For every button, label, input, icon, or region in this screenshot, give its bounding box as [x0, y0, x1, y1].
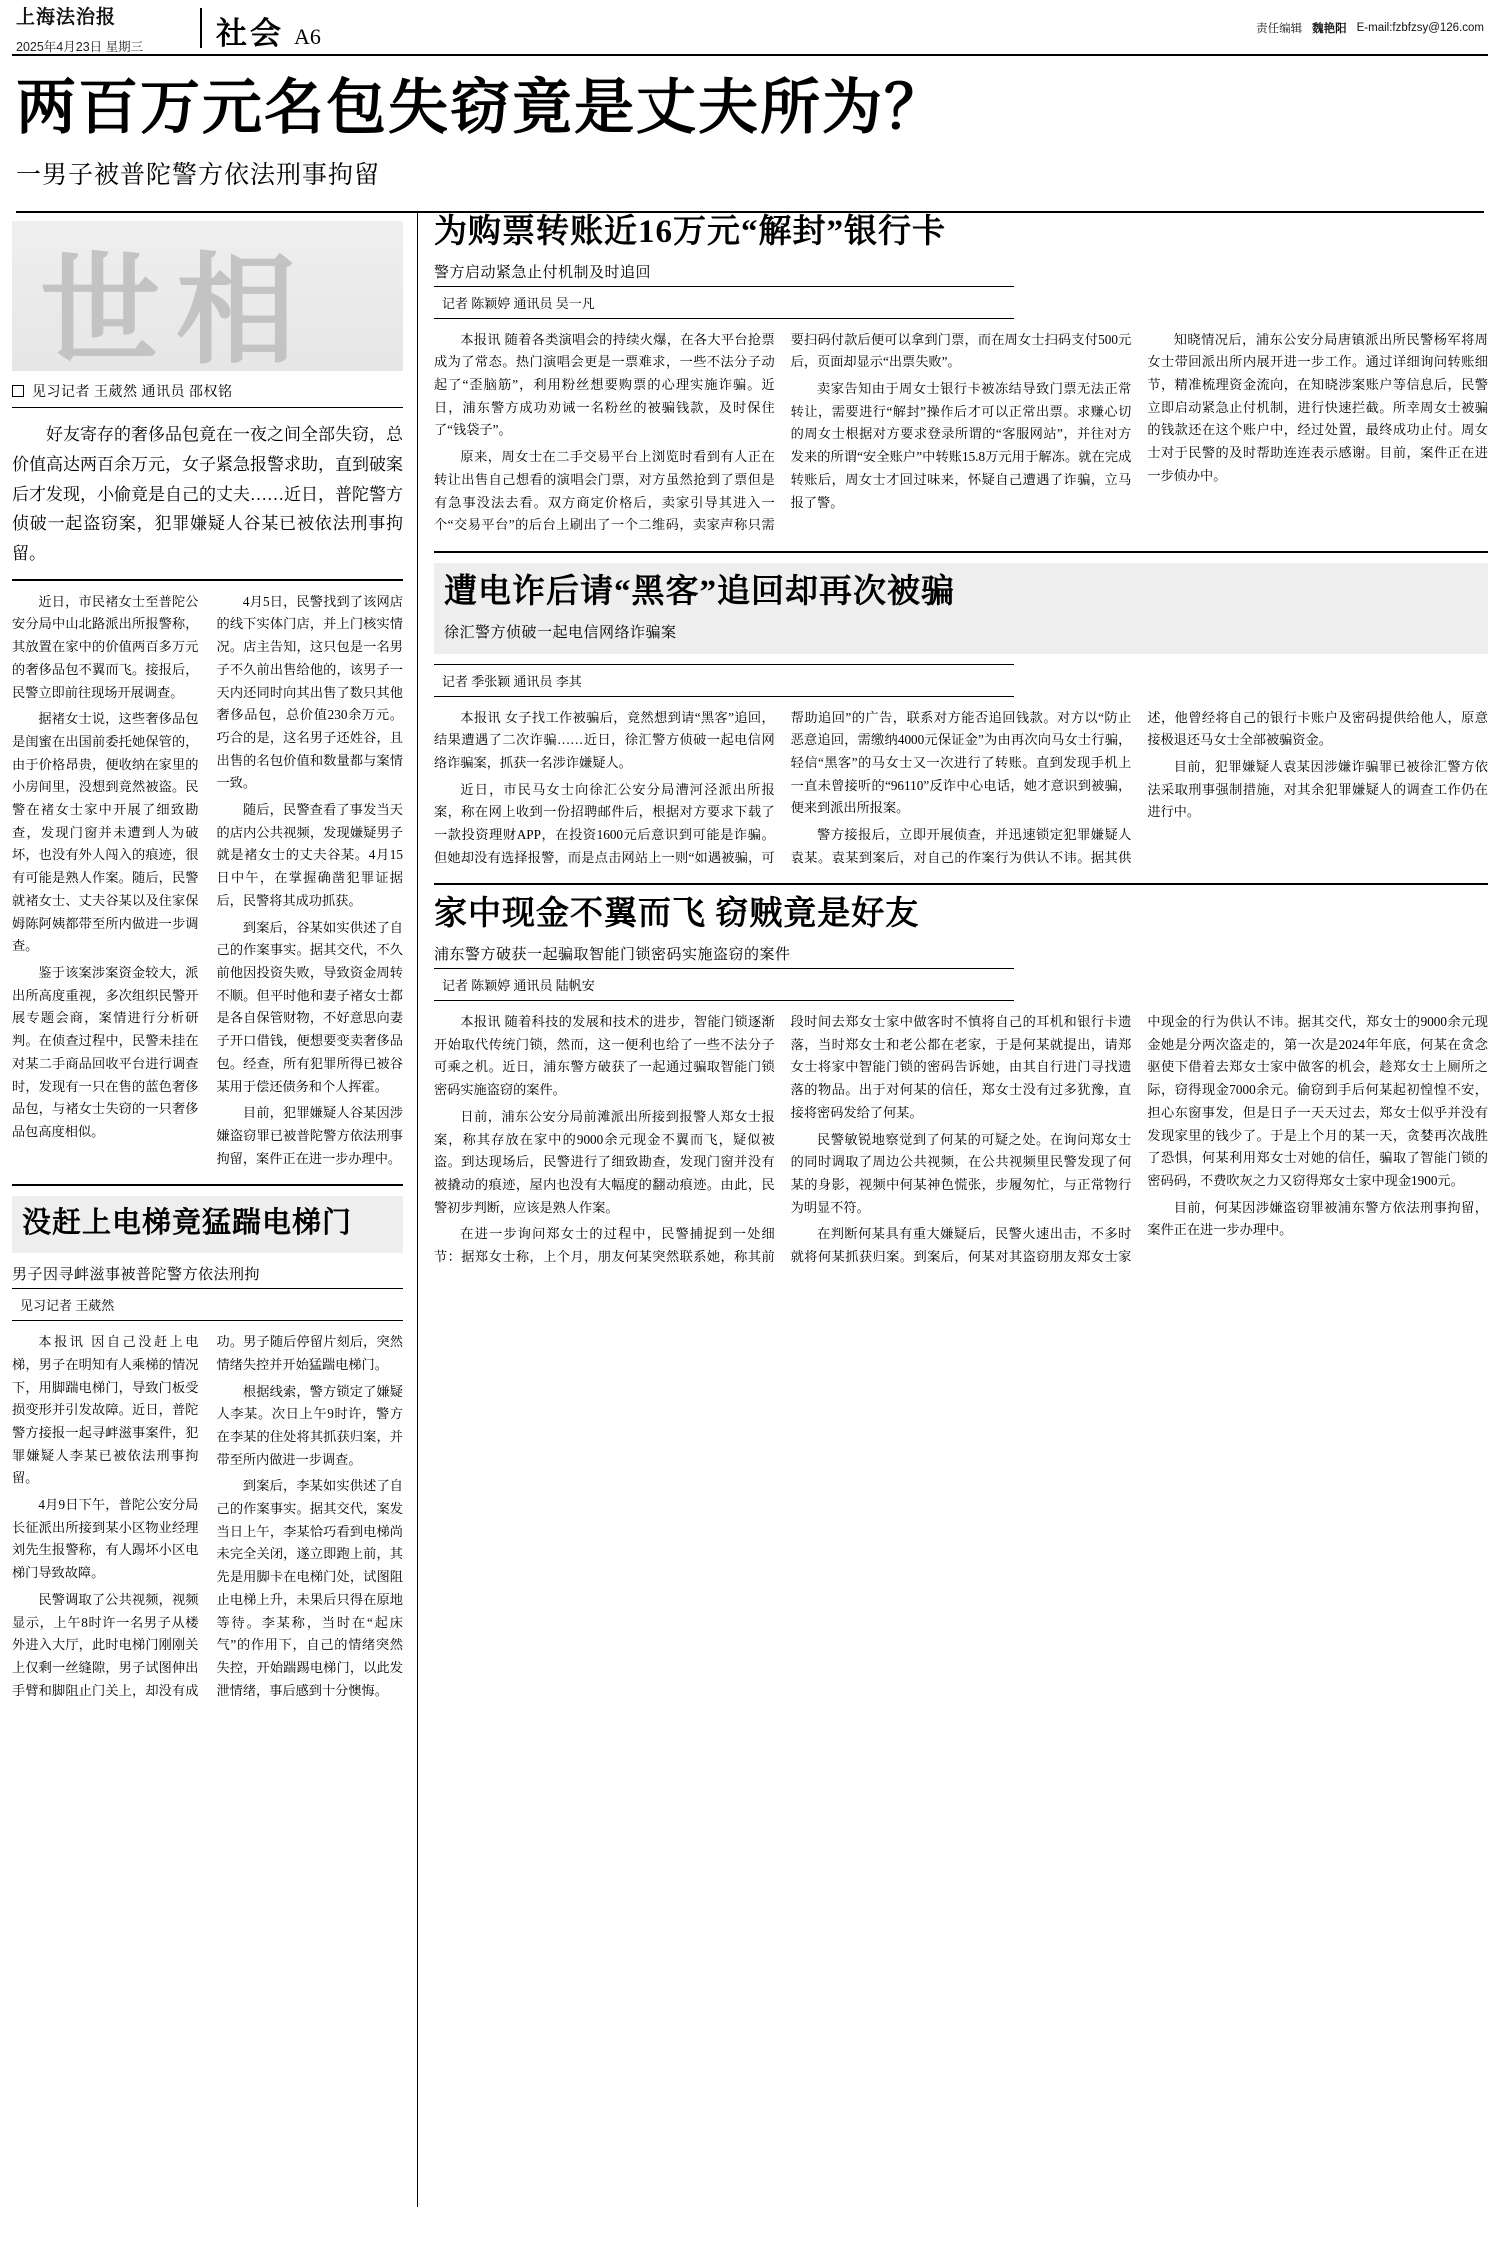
section-header	[216, 8, 321, 53]
paragraph: 据褚女士说，这些奢侈品包是闺蜜在出国前委托她保管的，由于价格昂贵，便收纳在家里的小房间里，没想到竟然被盗。民警在褚女士家中开展了细致勘查，发现门窗并未遭到人为破坏，也没有外人闯入的痕迹，很有可能是熟人作案。随后，民警就褚女士、丈夫谷某以及住家保姆陈阿姨都带至所内做进一步调查。	[12, 711, 199, 954]
story-elevator-byline-text: 见习记者 王葳然	[20, 1298, 115, 1314]
newspaper-logo: 上海法治报	[16, 7, 117, 28]
masthead-divider	[200, 8, 202, 48]
story-hacker-body	[434, 707, 1488, 870]
masthead-editor-info	[1256, 20, 1484, 36]
paragraph: 在进一步询问郑女士的过程中，民警捕捉到一处细节：据郑女士称，上个月，朋友何某突然联系她，称其前段时间去郑女士家中做客时不慎将自己的耳机和银行卡遗落，当时郑女士和老公都在老家，于是何某就提出，请郑女士将家中智能门锁的密码告诉她，由其自行进门寻找遗落的物品。出于对何某的信任，郑女士没有过多犹豫，直接将密码发给了何某。	[434, 1014, 1132, 1265]
paragraph: 到案后，谷某如实供述了自己的作案事实。据其交代，不久前他因投资失败，导致资金周转不顺。但平时他和妻子褚女士都是各自保管财物，不好意思向妻子开口借钱，便想要变卖奢侈品包。经查，所有犯罪所得已被谷某用于偿还债务和个人挥霍。	[216, 919, 403, 1094]
paragraph: 民警调取了公共视频，视频显示，上午8时许一名男子从楼外进入大厅，此时电梯门刚刚关上仅剩一丝缝隙，男子试图伸出手臂和脚阻止门关上，却没有成功。男子随后停留片刻后，突然情绪失控并开始猛踹电梯门。	[12, 1334, 403, 1698]
story-hacker-sub: 徐汇警方侦破一起电信网络诈骗案	[444, 624, 677, 641]
lead-body-columns	[12, 591, 403, 1171]
story-cash-title: 家中现金不翼而飞 窃贼竟是好友	[434, 896, 920, 933]
story-bank-title: 为购票转账近16万元“解封”银行卡	[434, 214, 946, 250]
story-bank	[434, 213, 1488, 537]
calligraphy-art: 世相	[40, 245, 312, 371]
story-bank-byline	[434, 286, 1014, 319]
paragraph: 警方接报后，立即开展侦查，并迅速锁定犯罪嫌疑人袁某。袁某到案后，对自己的作案行为供认不讳。据其供述，他曾经将自己的银行卡账户及密码提供给他人，原意接极退还马女士全部被骗资金。	[790, 709, 1488, 865]
paragraph: 原来，周女士在二手交易平台上浏览时看到有人正在转让出售自己想看的演唱会门票，对方虽然抢到了票但是有急事没法去看。双方商定价格后，卖家引导其进入一个“交易平台”的后台上刷出了一个二维码，卖家声称只需要扫码付款后便可以拿到门票，而在周女士扫码支付500元后，页面却显示“出票失败”。	[434, 331, 1132, 533]
story-hacker	[434, 551, 1488, 870]
lead-paragraph: 好友寄存的奢侈品包竟在一夜之间全部失窃，总价值高达两百余万元，女子紧急报警求助，直到破案后才发现，小偷竟是自己的丈夫……近日，普陀警方侦破一起盗窃案，犯罪嫌疑人谷某已被依法刑事拘留。	[12, 416, 403, 581]
section-name: 社会	[216, 16, 284, 51]
story-hacker-byline	[434, 664, 1014, 697]
story-cash-body	[434, 1011, 1488, 1269]
paragraph: 目前，何某因涉嫌盗窃罪被浦东警方依法刑事拘留，案件正在进一步办理中。	[1147, 1199, 1488, 1238]
paragraph: 在判断何某具有重大嫌疑后，民警火速出击，不多时就将何某抓获归案。到案后，何某对其盗窃朋友郑女士家中现金的行为供认不讳。据其交代，郑女士的9000余元现金她是分两次盗走的，第一次是2024年年底，何某在贪念驱使下借着去郑女士家中做客的机会，趁郑女士上厕所之际，窃得现金7000余元。偷窃到手后何某起初惶惶不安，担心东窗事发，但是日子一天天过去，郑女士似乎并没有发现家里的钱少了。于是上个月的某一天，贪婪再次战胜了恐惧，何某利用郑女士对她的信任，骗取了智能门锁的密码码，不费吹灰之力又窃得郑女士家中现金1900元。	[790, 1014, 1488, 1265]
lead-byline-text: 见习记者 王葳然 通讯员 邵权铭	[32, 385, 233, 400]
story-elevator	[12, 1184, 403, 1704]
story-bank-body	[434, 329, 1488, 537]
story-cash-byline-text: 记者 陈颖婷 通讯员 陆帆安	[442, 978, 595, 994]
publication-date: 2025年4月23日 星期三	[16, 39, 144, 54]
story-elevator-sub: 男子因寻衅滋事被普陀警方依法刑拘	[12, 1267, 261, 1284]
masthead-left	[16, 8, 186, 55]
right-column	[418, 213, 1488, 2207]
paragraph: 目前，犯罪嫌疑人袁某因涉嫌诈骗罪已被徐汇警方依法采取刑事强制措施，对其余犯罪嫌疑人的调查工作仍在进行中。	[1147, 758, 1488, 820]
paragraph: 根据线索，警方锁定了嫌疑人李某。次日上午9时许，警方在李某的住处将其抓获归案，并带至所内做进一步调查。	[216, 1383, 403, 1467]
story-elevator-byline	[12, 1288, 403, 1321]
square-bullet-icon	[12, 385, 24, 397]
page-subtitle: 一男子被普陀警方依法刑事拘留	[16, 162, 381, 189]
story-cash	[434, 883, 1488, 1268]
body-grid	[12, 213, 1488, 2207]
story-elevator-body	[12, 1331, 403, 1704]
paragraph: 卖家告知由于周女士银行卡被冻结导致门票无法正常转让，需要进行“解封”操作后才可以正常出票。求赚心切的周女士根据对方要求登录所谓的“客服网站”，并往对方发来的所谓“安全账户”中转账15.8万元用于解冻。就在完成转账后，周女士才回过味来，怀疑自己遭遇了诈骗，立马报了警。	[790, 381, 1132, 510]
paragraph: 4月9日下午，普陀公安分局长征派出所接到某小区物业经理刘先生报警称，有人踢坏小区电梯门导致故障。	[12, 1497, 199, 1581]
lead-headline-block	[12, 56, 1488, 197]
story-elevator-title: 没赶上电梯竟猛踹电梯门	[22, 1207, 353, 1240]
editor-email: E-mail:fzbfzsy@126.com	[1356, 22, 1484, 34]
paragraph	[12, 1331, 199, 1490]
paragraph: 4月5日，民警找到了该网店的线下实体门店，并上门核实情况。店主告知，这只包是一名男子不久前出售给他的，该男子一天内还同时向其出售了数只其他奢侈品包，总价值230余万元。巧合的是，这名男子还姓谷，且出售的名包价值和数量都与案情一致。	[216, 593, 403, 791]
paragraph: 目前，犯罪嫌疑人谷某因涉嫌盗窃罪已被普陀警方依法刑事拘留，案件正在进一步办理中。	[216, 1105, 403, 1166]
lead-byline	[12, 371, 403, 408]
paragraph: 鉴于该案涉案资金较大，派出所高度重视，多次组织民警开展专题会商，案情进行分析研判。在侦查过程中，民警未挂在对某二手商品回收平台进行调查时，发现有一只在售的蓝色奢侈品包，与褚女士失窃的一只奢侈品包高度相似。	[12, 965, 199, 1139]
page-title: 两百万元名包失窃竟是丈夫所为？	[16, 75, 946, 141]
paragraph: 随后，民警查看了事发当天的店内公共视频，发现嫌疑男子就是褚女士的丈夫谷某。4月15日中午，在掌握确凿犯罪证据后，民警将其成功抓获。	[216, 802, 403, 908]
paragraph-text: 本报讯 因自己没赶上电梯，男子在明知有人乘梯的情况下，用脚踹电梯门，导致门板受损变形并引发故障。近日，普陀警方接报一起寻衅滋事案件，犯罪嫌疑人李某已被依法刑事拘留。	[12, 1334, 199, 1486]
story-cash-sub: 浦东警方破获一起骗取智能门锁密码实施盗窃的案件	[434, 947, 791, 964]
story-elevator-header	[12, 1196, 403, 1253]
paragraph: 知晓情况后，浦东公安分局唐镇派出所民警杨军将周女士带回派出所内展开进一步工作。通过详细询问转账细节，精准梳理资金流向，在知晓涉案账户等信息后，民警立即启动紧急止付机制，进行快速拦截。所幸周女士被骗的钱款还在这个账户中，经过处置，最终成功止付。周女士对于民警的及时帮助连连表示感谢。目前，案件正在进一步侦办中。	[1147, 331, 1488, 483]
paragraph: 到案后，李某如实供述了自己的作案事实。据其交代，案发当日上午，李某恰巧看到电梯尚未完全关闭，遂立即跑上前，其先是用脚卡在电梯门处，试图阻止电梯上升，未果后只得在原地等待。李某称，当时在“起床气”的作用下，自己的情绪突然失控，开始踹踢电梯门，以此发泄情绪，事后感到十分懊悔。	[216, 1478, 403, 1698]
editor-label: 责任编辑	[1256, 23, 1303, 35]
story-hacker-header	[434, 563, 1488, 654]
lead-artwork	[12, 221, 403, 371]
paragraph: 日前，浦东公安分局前滩派出所接到报警人郑女士报案，称其存放在家中的9000余元现金不翼而飞，疑似被盗。到达现场后，民警进行了细致勘查，发现门窗并没有被撬动的痕迹，屋内也没有大幅度的翻动痕迹。由此，民警初步判断，应该是熟人作案。	[434, 1108, 775, 1215]
paragraph: 本报讯 随着科技的发展和技术的进步，智能门锁逐渐开始取代传统门锁，然而，这一便利也给了一些不法分子可乘之机。近日，浦东警方破获了一起通过骗取智能门锁密码实施盗窃的案件。	[434, 1014, 775, 1098]
paragraph: 本报讯 女子找工作被骗后，竟然想到请“黑客”追回，结果遭遇了二次诈骗……近日，徐汇警方侦破一起电信网络诈骗案，抓获一名涉诈嫌疑人。	[434, 709, 775, 770]
story-cash-byline	[434, 968, 1014, 1001]
masthead	[12, 0, 1488, 56]
story-bank-byline-text: 记者 陈颖婷 通讯员 吴一凡	[442, 295, 595, 311]
paragraph: 本报讯 随着各类演唱会的持续火爆，在各大平台抢票成为了常态。热门演唱会更是一票难求，一些不法分子动起了“歪脑筋”，利用粉丝想要购票的心理实施诈骗。近日，浦东警方成功劝诫一名粉丝的被骗钱款，及时保住了“钱袋子”。	[434, 331, 775, 438]
paragraph: 近日，市民马女士向徐汇公安分局漕河泾派出所报案，称在网上收到一份招聘邮件后，根据对方要求下载了一款投资理财APP，在投资1600元后意识到可能是诈骗。但她却没有选择报警，而是点击网站上一则“如遇被骗，可帮助追回”的广告，联系对方能否追回钱款。对方以“防止恶意追回，需缴纳4000元保证金”为由再次向马女士行骗，轻信“黑客”的马女士又一次进行了转账。直到发现手机上一直未曾接听的“96110”反诈中心电话，她才意识到被骗，便来到派出所报案。	[434, 709, 1132, 865]
story-bank-sub: 警方启动紧急止付机制及时追回	[434, 264, 652, 281]
story-hacker-byline-text: 记者 季张颖 通讯员 李其	[442, 673, 582, 689]
paragraph: 民警敏锐地察觉到了何某的可疑之处。在询问郑女士的同时调取了周边公共视频，在公共视频里民警发现了何某的身影，视频中何某神色慌张，步履匆忙，与正常物行为明显不符。	[790, 1131, 1132, 1215]
paragraph: 近日，市民褚女士至普陀公安分局中山北路派出所报警称，其放置在家中的价值两百多万元的奢侈品包不翼而飞。接报后，民警立即前往现场开展调查。	[12, 593, 199, 700]
editor-name: 魏艳阳	[1312, 23, 1347, 35]
story-hacker-title: 遭电诈后请“黑客”追回却再次被骗	[444, 573, 955, 610]
left-column	[12, 213, 418, 2207]
page-number: A6	[294, 24, 321, 49]
